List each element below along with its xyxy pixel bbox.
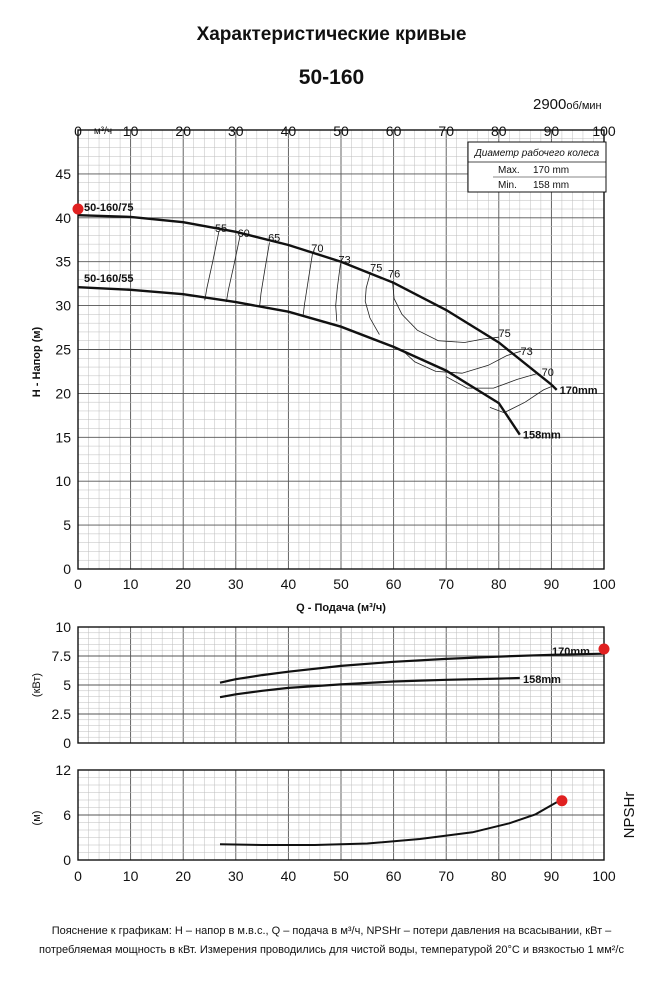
y-tick-label: 10 [55,473,71,490]
efficiency-label: 73 [338,254,351,267]
efficiency-label: 75 [370,262,383,275]
x-tick-label: 100 [592,576,616,592]
speed-unit: об/мин [566,100,602,112]
efficiency-label: 70 [541,366,554,379]
curve-end-label: 170mm [559,384,598,397]
efficiency-contour [446,373,538,388]
top-x-tick-label: 90 [543,123,560,139]
top-x-tick-label: 80 [491,123,507,139]
model-title: 50-160 [298,66,365,89]
x-tick-label: 10 [122,868,139,884]
y-tick-label: 0 [63,852,71,868]
x-tick-label: 10 [122,576,139,592]
y-tick-label: 5 [63,517,71,534]
x-tick-label: 40 [280,576,297,592]
x-tick-label: 0 [74,576,82,592]
efficiency-contour [490,386,554,413]
x-tick-label: 80 [491,868,507,884]
x-tick-label: 20 [175,576,191,592]
y-axis-label: (м) [31,810,43,826]
y-tick-label: 25 [55,341,71,358]
y-tick-label: 20 [55,385,71,402]
x-tick-label: 50 [333,868,349,884]
efficiency-contour [260,242,270,307]
top-axis-unit: м³/ч [93,126,113,137]
efficiency-label: 55 [214,222,228,235]
y-tick-label: 40 [55,209,71,226]
marker-dot [73,204,84,215]
legend-row-key: Max. [498,165,520,176]
efficiency-label: 73 [520,345,533,358]
x-tick-label: 60 [385,868,402,884]
y-axis-label: H - Напор (м) [31,326,43,398]
top-x-tick-label: 100 [592,123,616,139]
y-tick-label: 30 [55,297,71,314]
speed-value: 2900 [533,96,567,113]
efficiency-contour [205,231,219,300]
x-tick-label: 20 [175,868,191,884]
legend-row-key: Min. [498,180,517,191]
x-tick-label: 80 [491,576,507,592]
series-label: 158mm [523,674,561,686]
x-tick-label: 70 [438,576,454,592]
y-tick-label: 0 [63,561,71,577]
series-label: 50-160/75 [84,202,134,215]
top-x-tick-label: 40 [280,123,297,139]
x-tick-label: 50 [333,576,349,592]
efficiency-label: 65 [268,232,281,245]
y-tick-label: 35 [55,253,71,270]
x-tick-label: 30 [228,576,244,592]
x-tick-label: 0 [74,868,82,884]
top-x-tick-label: 10 [122,123,139,139]
efficiency-label: 60 [237,228,250,241]
hq-curve [78,215,557,390]
top-x-tick-label: 0 [74,123,82,139]
efficiency-contour [402,350,521,374]
power-curve [220,678,520,697]
x-axis-label: Q - Подача (м³/ч) [296,602,386,614]
y-axis-label: (кВт) [31,672,43,698]
y-tick-label: 5 [63,677,71,693]
x-tick-label: 70 [438,868,454,884]
curve-end-label: 158mm [522,429,561,442]
y-tick-label: 0 [63,735,71,751]
efficiency-contour [336,264,341,322]
x-tick-label: 40 [280,868,297,884]
x-tick-label: 100 [592,868,616,884]
efficiency-label: 70 [311,243,324,256]
legend-row-value: 170 mm [533,165,570,176]
npshr-label: NPSHr [621,791,638,839]
y-tick-label: 7.5 [51,648,71,664]
y-tick-label: 10 [55,619,71,635]
x-tick-label: 90 [543,868,560,884]
npsh-curve [220,802,557,845]
y-tick-label: 15 [55,429,71,446]
page-title: Характеристические кривые [196,24,467,45]
y-tick-label: 6 [63,807,71,823]
series-label: 50-160/55 [84,273,134,286]
x-tick-label: 30 [228,868,244,884]
marker-dot [599,644,610,655]
top-x-tick-label: 70 [438,123,454,139]
efficiency-contour [226,236,240,302]
legend-row-value: 158 mm [533,180,570,191]
top-x-tick-label: 50 [333,123,349,139]
y-tick-label: 12 [55,762,71,778]
caption-text: Пояснение к графикам: Н – напор в м.в.с., Q – подача в м³/ч, NPSHr – потери давления на всасывании, кВт – потребляемая мощность в кВт. Измерения проводились для чистой воды, температурой 20°C и вязкостью 1 мм²/с [39,925,624,956]
efficiency-label: 75 [498,328,511,341]
efficiency-label: 76 [388,268,401,281]
y-tick-label: 2.5 [51,706,71,722]
legend-title: Диаметр рабочего колеса [474,148,600,159]
marker-dot [556,795,567,806]
top-x-tick-label: 20 [175,123,191,139]
series-label: 170mm [552,646,590,658]
x-tick-label: 60 [385,576,402,592]
top-x-tick-label: 60 [385,123,402,139]
efficiency-contour [365,272,379,334]
y-tick-label: 45 [55,165,71,182]
top-x-tick-label: 30 [228,123,244,139]
x-tick-label: 90 [543,576,560,592]
